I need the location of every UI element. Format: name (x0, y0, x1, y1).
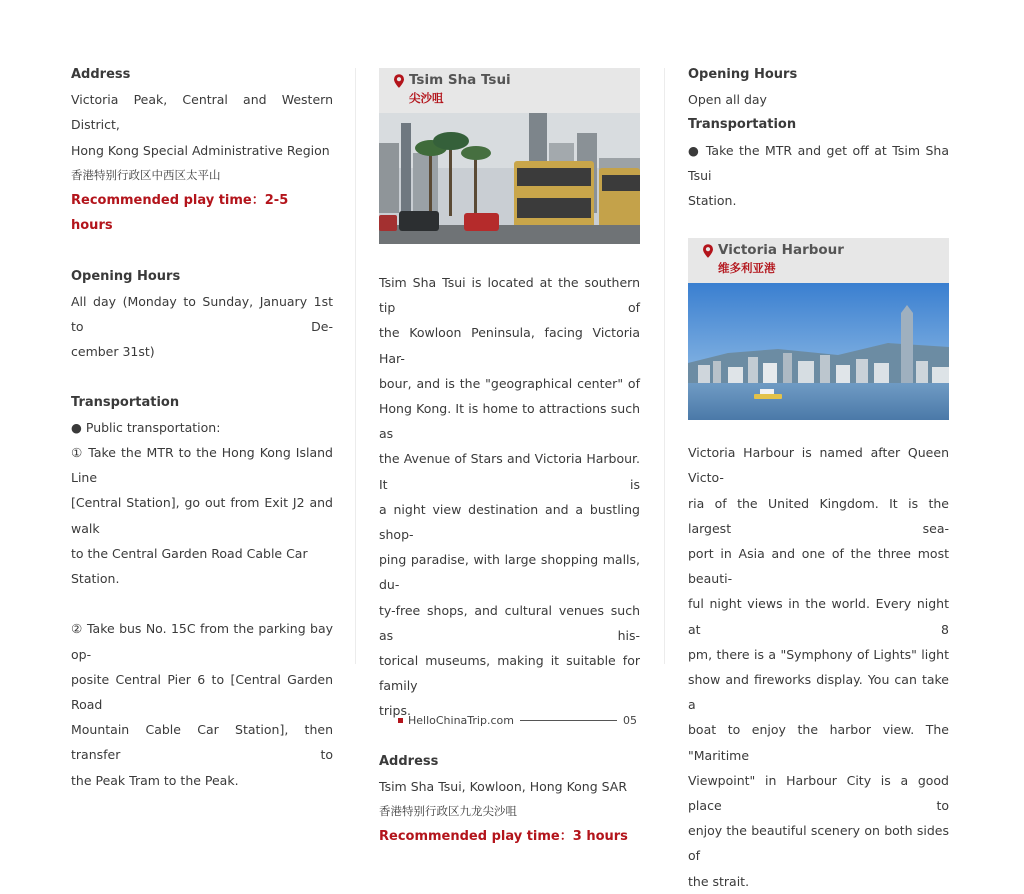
tsim-sha-tsui-street-photo (379, 113, 640, 244)
description-line: a night view destination and a bustling shop- (379, 501, 640, 543)
address-chinese: 香港特别行政区中西区太平山 (71, 167, 221, 182)
address-line: Victoria Peak, Central and Western District, (71, 92, 333, 133)
transport-line: posite Central Pier 6 to [Central Garden Road (71, 671, 333, 713)
transport-line: [Central Station], go out from Exit J2 and walk (71, 495, 333, 536)
address-line: Hong Kong Special Administrative Region (71, 142, 330, 158)
description-line: the Kowloon Peninsula, facing Victoria Har- (379, 325, 640, 366)
column-divider (355, 68, 356, 664)
recommended-play-time: Recommended play time：3 hours (379, 829, 628, 845)
footer-rule (520, 720, 617, 721)
description-line: boat to enjoy the harbor view. The "Maritime (688, 722, 949, 763)
transport-line: ① Take the MTR to the Hong Kong Island Line (71, 445, 333, 486)
column-tsim-sha-tsui (379, 68, 640, 850)
transport-line: the Peak Tram to the Peak. (71, 772, 239, 788)
transport-line: to the Central Garden Road Cable Car Station. (71, 545, 308, 587)
footer-site-link[interactable]: HelloChinaTrip.com (408, 714, 514, 727)
column-victoria-peak (71, 62, 333, 793)
recommended-play-time: Recommended play time：2-5 hours (71, 193, 289, 234)
hours-line: cember 31st) (71, 344, 155, 360)
transport-line: ● Take the MTR and get off at Tsim Sha Tsui (688, 142, 949, 183)
description-line: ful night views in the world. Every night at 8 (688, 596, 949, 637)
description-line: Victoria Harbour is named after Queen Victo- (688, 445, 949, 486)
address-heading: Address (379, 753, 439, 769)
description-line: the strait. (688, 873, 750, 889)
victoria-harbour-skyline-photo (688, 283, 949, 420)
description-line: the Avenue of Stars and Victoria Harbour. It is (379, 451, 640, 492)
footer-square-icon (398, 718, 403, 723)
page-number: 05 (622, 714, 637, 727)
attraction-chinese-name: 尖沙咀 (409, 91, 444, 105)
transport-line: ● Public transportation: (71, 419, 221, 435)
description-line: port in Asia and one of the three most beauti- (688, 546, 949, 587)
transport-line: Station. (688, 193, 737, 209)
description-line: ping paradise, with large shopping malls, du- (379, 552, 640, 593)
description-line: ria of the United Kingdom. It is the largest sea- (688, 495, 949, 536)
attraction-card-header (379, 68, 640, 113)
description-line: ty-free shops, and cultural venues such as his- (379, 602, 640, 643)
attraction-card-header (688, 238, 949, 283)
page-footer (398, 714, 637, 727)
opening-hours-heading: Opening Hours (71, 268, 181, 284)
address-line: Tsim Sha Tsui, Kowloon, Hong Kong SAR (379, 779, 628, 795)
transportation-heading: Transportation (688, 117, 797, 133)
description-line: Tsim Sha Tsui is located at the southern tip of (379, 275, 640, 316)
address-heading: Address (71, 67, 131, 82)
description-line: Hong Kong. It is home to attractions such as (379, 401, 640, 442)
description-line: bour, and is the "geographical center" of (379, 375, 640, 391)
description-line: enjoy the beautiful scenery on both sides of (688, 823, 949, 864)
attraction-title: Victoria Harbour (718, 242, 844, 259)
column-divider (664, 68, 665, 664)
attraction-title: Tsim Sha Tsui (409, 72, 511, 88)
description-line: pm, there is a "Symphony of Lights" light (688, 646, 949, 662)
description-line: trips. (379, 703, 411, 719)
hours-line: Open all day (688, 92, 767, 108)
description-line: show and fireworks display. You can take a (688, 672, 949, 713)
address-chinese: 香港特别行政区九龙尖沙咀 (379, 804, 517, 819)
column-victoria-harbour (688, 62, 949, 894)
attraction-chinese-name: 维多利亚港 (718, 261, 776, 276)
transportation-heading: Transportation (71, 394, 180, 410)
description-line: Viewpoint" in Harbour City is a good place to (688, 772, 949, 814)
location-pin-icon (391, 73, 407, 89)
location-pin-icon (700, 243, 716, 259)
description-line: torical museums, making it suitable for family (379, 653, 640, 694)
hours-line: All day (Monday to Sunday, January 1st to De- (71, 293, 333, 335)
transport-line: Mountain Cable Car Station], then transfer to (71, 722, 333, 763)
opening-hours-heading: Opening Hours (688, 67, 798, 82)
transport-line: ② Take bus No. 15C from the parking bay op- (71, 621, 333, 662)
